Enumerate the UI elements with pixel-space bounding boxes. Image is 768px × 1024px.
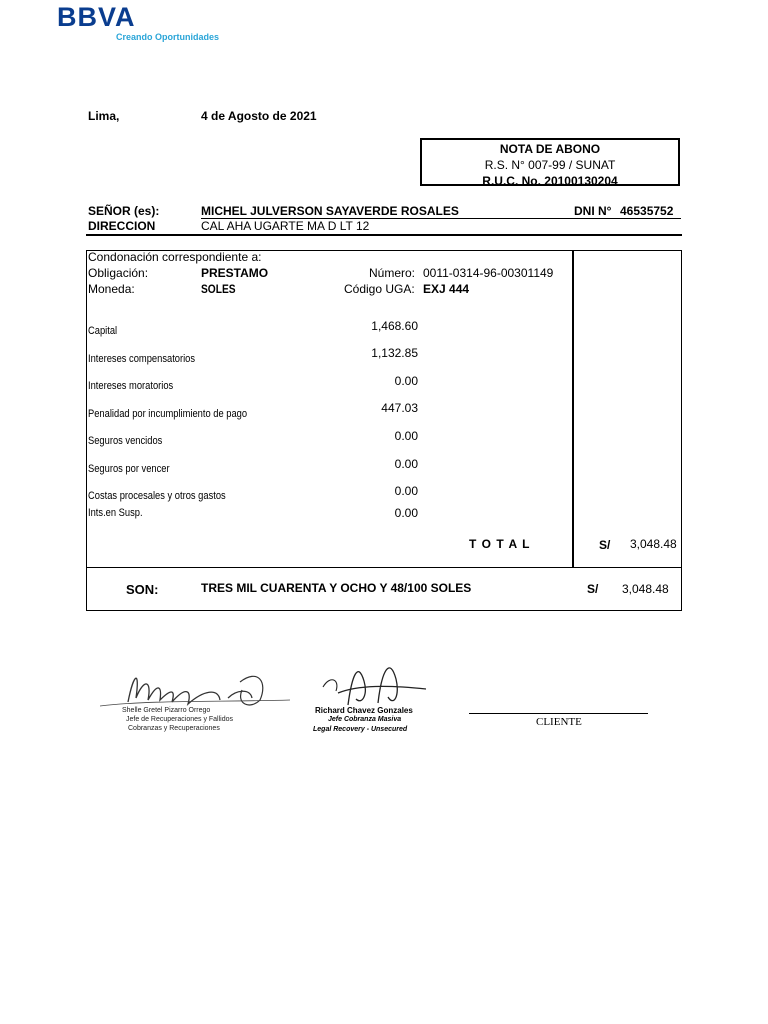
- item-value-costas: 0.00: [394, 484, 418, 498]
- item-value-int-comp: 1,132.85: [371, 346, 418, 360]
- item-label-capital: Capital: [88, 325, 118, 337]
- sig1-dept: Cobranzas y Recuperaciones: [128, 725, 220, 732]
- sig2-dept: Legal Recovery - Unsecured: [313, 726, 408, 733]
- item-value-seg-venc: 0.00: [394, 429, 418, 443]
- son-currency: S/: [587, 582, 599, 596]
- total-label: T O T A L: [469, 537, 531, 551]
- item-label-seg-vencer: Seguros por vencer: [88, 463, 170, 475]
- moneda-label: Moneda:: [88, 282, 135, 296]
- condonacion-label: Condonación correspondiente a:: [88, 250, 262, 264]
- moneda-value: SOLES: [201, 282, 236, 296]
- item-value-ints-susp: 0.00: [394, 506, 418, 520]
- sig2-name: Richard Chavez Gonzales: [315, 706, 413, 715]
- sig1-title: Jefe de Recuperaciones y Fallidos: [126, 716, 234, 723]
- nota-ruc: R.U.C. No. 20100130204: [482, 174, 618, 188]
- logo-tagline: Creando Oportunidades: [116, 32, 220, 42]
- detail-divider: [572, 250, 574, 568]
- city-label: Lima,: [88, 109, 120, 123]
- item-label-int-comp: Intereses compensatorios: [88, 353, 196, 365]
- sig2-title: Jefe Cobranza Masiva: [328, 716, 402, 723]
- dni-label: DNI N°: [574, 204, 612, 218]
- son-value: 3,048.48: [622, 582, 669, 596]
- bbva-logo: BBVA: [57, 2, 136, 32]
- senor-label: SEÑOR (es):: [88, 204, 160, 218]
- total-value: 3,048.48: [630, 537, 677, 551]
- obligacion-label: Obligación:: [88, 266, 149, 280]
- item-value-seg-vencer: 0.00: [394, 457, 418, 471]
- direccion-label: DIRECCION: [88, 219, 156, 233]
- total-currency: S/: [599, 538, 611, 552]
- sig1-name: Shelle Gretel Pizarro Orrego: [122, 707, 211, 714]
- son-text: TRES MIL CUARENTA Y OCHO Y 48/100 SOLES: [201, 581, 472, 595]
- nota-title: NOTA DE ABONO: [499, 142, 601, 156]
- numero-label: Número:: [369, 266, 416, 280]
- nota-abono-box: [420, 138, 680, 186]
- direccion-value: CAL AHA UGARTE MA D LT 12: [201, 219, 370, 233]
- item-label-ints-susp: Ints.en Susp.: [88, 507, 143, 519]
- item-label-int-mor: Intereses moratorios: [88, 380, 174, 392]
- item-label-costas: Costas procesales y otros gastos: [88, 490, 226, 502]
- obligacion-value: PRESTAMO: [201, 266, 269, 280]
- direccion-underline: [86, 234, 682, 236]
- dni-value: 46535752: [620, 204, 674, 218]
- son-label: SON:: [126, 582, 159, 597]
- item-value-int-mor: 0.00: [394, 374, 418, 388]
- client-name: MICHEL JULVERSON SAYAVERDE ROSALES: [201, 204, 459, 218]
- cliente-signature-line: [469, 713, 648, 714]
- uga-label: Código UGA:: [344, 282, 415, 296]
- item-label-seg-venc: Seguros vencidos: [88, 435, 163, 447]
- document-date: 4 de Agosto de 2021: [201, 109, 317, 123]
- nota-rs: R.S. N° 007-99 / SUNAT: [484, 158, 616, 172]
- cliente-label: CLIENTE: [536, 716, 582, 728]
- item-value-capital: 1,468.60: [371, 319, 418, 333]
- numero-value: 0011-0314-96-00301149: [423, 266, 554, 280]
- item-label-penalidad: Penalidad por incumplimiento de pago: [88, 408, 248, 420]
- item-value-penalidad: 447.03: [381, 401, 418, 415]
- uga-value: EXJ 444: [423, 282, 470, 296]
